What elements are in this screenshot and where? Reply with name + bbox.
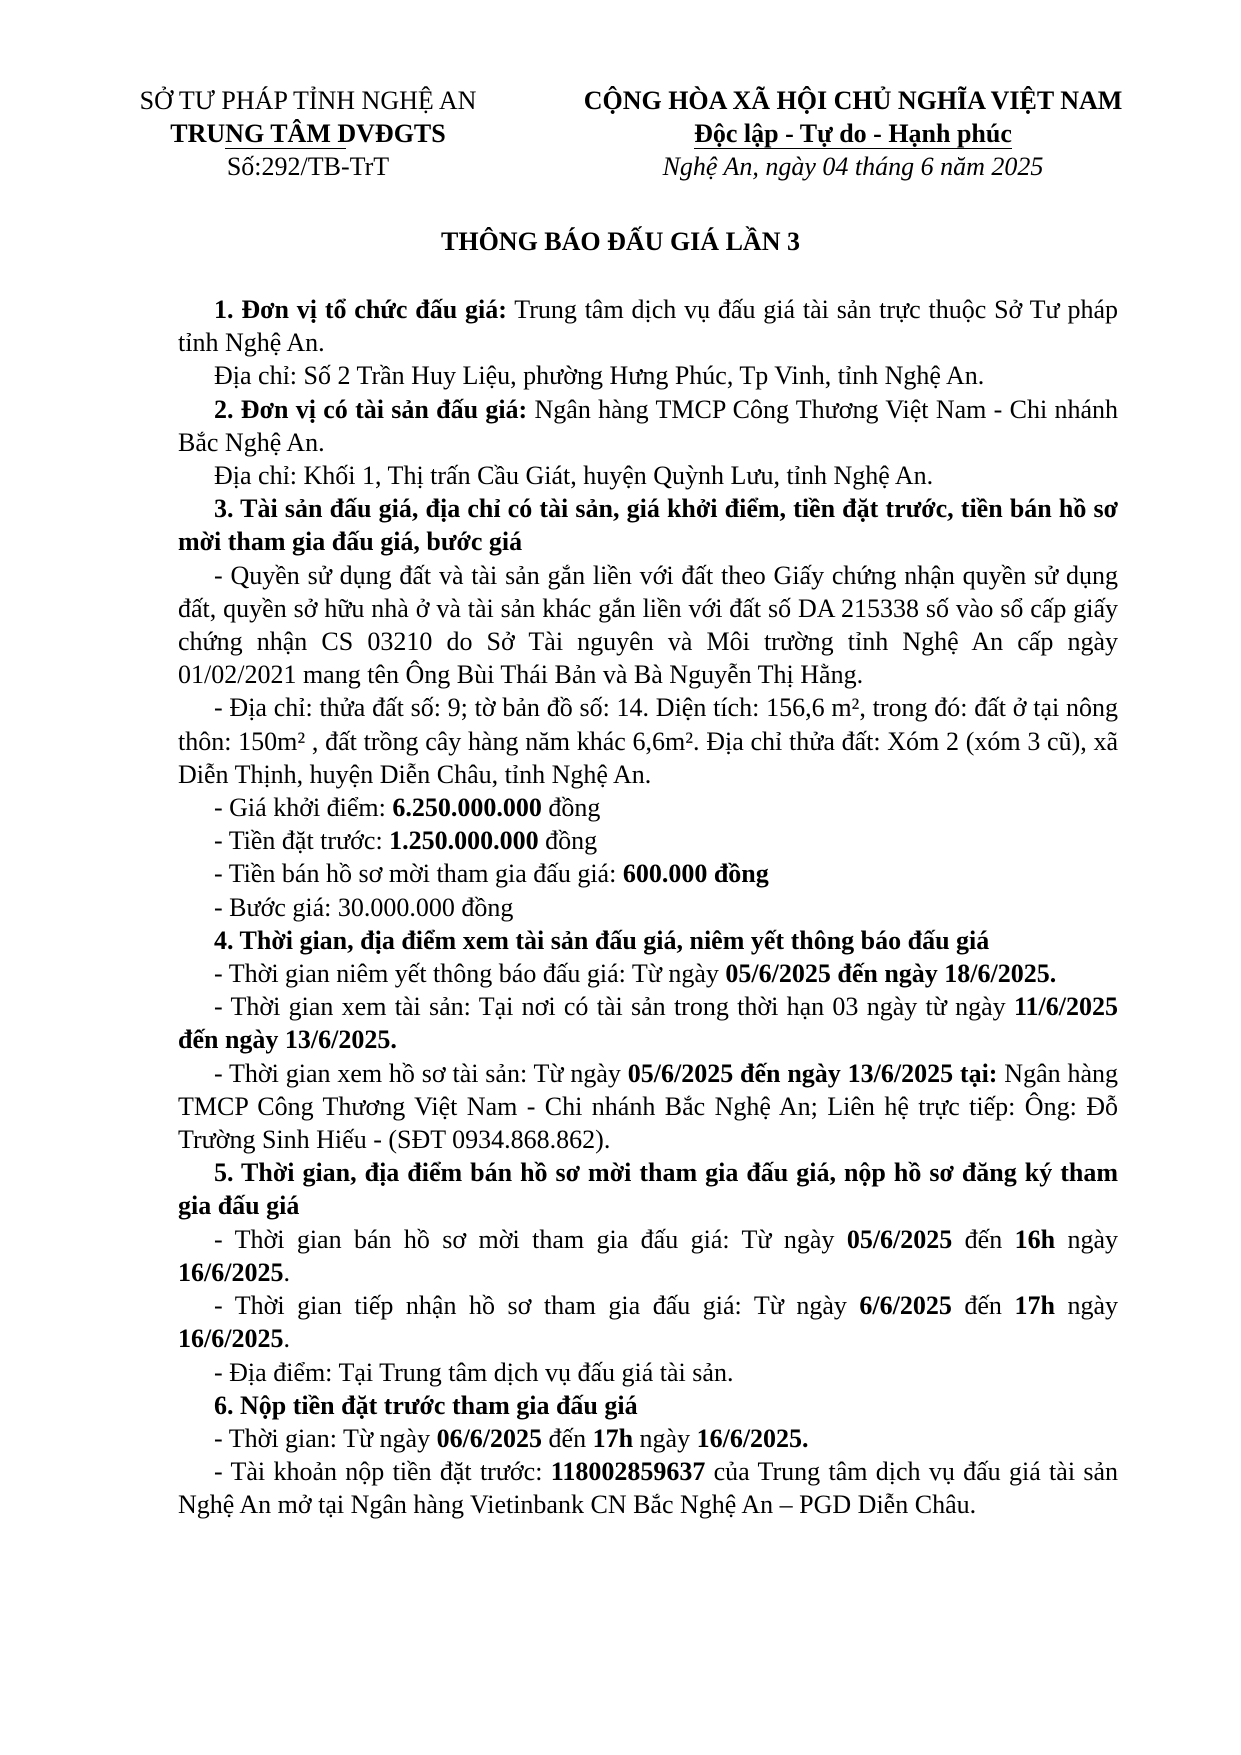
deposit xyxy=(178,824,1118,857)
sale-mid: đến xyxy=(952,1224,1015,1254)
deposit-account-rest: của Trung tâm dịch vụ đấu giá tài sản Nghệ An mở tại Ngân hàng Vietinbank CN Bắc Nghệ An – PGD Diễn Châu. xyxy=(178,1457,1118,1520)
header-left xyxy=(98,84,518,183)
deposit-account xyxy=(178,1455,1118,1521)
receive-end: . xyxy=(283,1324,290,1354)
document-number: Số:292/TB-TrT xyxy=(226,152,390,181)
dossier-fee-label: - Tiền bán hồ sơ mời tham gia đấu giá: xyxy=(214,859,623,889)
section-3-heading-text: 3. Tài sản đấu giá, địa chỉ có tài sản, giá khởi điểm, tiền đặt trước, tiền bán hồ sơ mời tham gia đấu giá, bước giá xyxy=(178,494,1118,557)
place-date: Nghệ An, ngày 04 tháng 6 năm 2025 xyxy=(662,152,1044,181)
receive-hour: 17h xyxy=(1014,1291,1055,1321)
sale-end: . xyxy=(283,1257,290,1287)
receive-from: 6/6/2025 xyxy=(859,1291,952,1321)
sale-day-word: ngày xyxy=(1055,1224,1118,1254)
deposit-value: 1.250.000.000 xyxy=(389,826,539,856)
sale-to: 16/6/2025 xyxy=(178,1257,284,1287)
sale-from: 05/6/2025 xyxy=(846,1224,953,1254)
org-parent: SỞ TƯ PHÁP TỈNH NGHỆ AN xyxy=(139,86,477,115)
page-title: THÔNG BÁO ĐẤU GIÁ LẦN 3 xyxy=(441,227,800,256)
start-price xyxy=(178,791,1118,824)
section-1-address: Địa chỉ: Số 2 Trần Huy Liệu, phường Hưng Phúc, Tp Vinh, tỉnh Nghệ An. xyxy=(214,361,985,391)
receive-to: 16/6/2025 xyxy=(178,1324,284,1354)
deposit-time-mid: đến xyxy=(542,1423,593,1453)
deposit-account-label: - Tài khoản nộp tiền đặt trước: xyxy=(214,1457,551,1487)
posting-label: - Thời gian niêm yết thông báo đấu giá: Từ ngày xyxy=(214,959,726,989)
dossier-fee-value: 600.000 đồng xyxy=(622,859,769,889)
start-price-value: 6.250.000.000 xyxy=(392,793,542,823)
motto: Độc lập - Tự do - Hạnh phúc xyxy=(694,119,1012,148)
section-2-text: Ngân hàng TMCP Công Thương Việt Nam - Chi nhánh Bắc Nghệ An. xyxy=(178,394,1118,457)
receive-day-word: ngày xyxy=(1054,1291,1119,1321)
section-2-heading: 2. Đơn vị có tài sản đấu giá: xyxy=(214,394,528,424)
header-right xyxy=(548,84,1158,183)
start-price-unit: đồng xyxy=(541,793,601,823)
sale-time xyxy=(178,1223,1118,1289)
bid-step: - Bước giá: 30.000.000 đồng xyxy=(214,892,514,922)
posting-value: 05/6/2025 đến ngày 18/6/2025. xyxy=(725,959,1057,989)
section-5-heading xyxy=(178,1156,1118,1222)
deposit-time-from: 06/6/2025 xyxy=(436,1423,543,1453)
deposit-time xyxy=(178,1422,1118,1455)
deposit-unit: đồng xyxy=(538,826,598,856)
receive-time xyxy=(178,1289,1118,1355)
deposit-time-hour: 17h xyxy=(592,1423,634,1453)
dossier-viewing-rest: Ngân hàng TMCP Công Thương Việt Nam - Chi nhánh Bắc Nghệ An; Liên hệ trực tiếp: Ông: Đỗ Trường Sinh Hiếu - (SĐT 0934.868.862). xyxy=(178,1058,1119,1155)
dossier-viewing xyxy=(178,1057,1118,1157)
posting-time xyxy=(178,957,1118,990)
venue: - Địa điểm: Tại Trung tâm dịch vụ đấu giá tài sản. xyxy=(214,1357,734,1387)
section-1-text: Trung tâm dịch vụ đấu giá tài sản trực thuộc Sở Tư pháp tỉnh Nghệ An. xyxy=(178,295,1118,358)
viewing-value: 11/6/2025 đến ngày 13/6/2025. xyxy=(178,992,1118,1055)
section-6-heading xyxy=(178,1389,1118,1422)
sale-label: - Thời gian bán hồ sơ mời tham gia đấu giá: Từ ngày xyxy=(214,1224,847,1254)
deposit-label: - Tiền đặt trước: xyxy=(214,826,390,856)
sale-hour: 16h xyxy=(1014,1224,1056,1254)
section-2-address: Địa chỉ: Khối 1, Thị trấn Cầu Giát, huyện Quỳnh Lưu, tỉnh Nghệ An. xyxy=(214,461,934,491)
deposit-time-to: 16/6/2025. xyxy=(696,1423,809,1453)
deposit-account-number: 118002859637 xyxy=(550,1457,706,1487)
dossier-viewing-value: 05/6/2025 đến ngày 13/6/2025 tại: xyxy=(627,1058,998,1088)
receive-label: - Thời gian tiếp nhận hồ sơ tham gia đấu giá: Từ ngày xyxy=(214,1291,860,1321)
section-4-heading-text: 4. Thời gian, địa điểm xem tài sản đấu giá, niêm yết thông báo đấu giá xyxy=(214,925,990,955)
viewing-label: - Thời gian xem tài sản: Tại nơi có tài sản trong thời hạn 03 ngày từ ngày xyxy=(214,992,1014,1022)
section-6-heading-text: 6. Nộp tiền đặt trước tham gia đấu giá xyxy=(214,1390,638,1420)
receive-mid: đến xyxy=(951,1291,1015,1321)
viewing-time xyxy=(178,990,1118,1056)
section-4-heading xyxy=(178,924,1118,957)
start-price-label: - Giá khởi điểm: xyxy=(214,793,393,823)
country-name: CỘNG HÒA XÃ HỘI CHỦ NGHĨA VIỆT NAM xyxy=(583,86,1123,115)
document-body xyxy=(178,293,1118,1522)
section-2 xyxy=(178,393,1118,459)
section-1-heading: 1. Đơn vị tổ chức đấu giá: xyxy=(214,295,507,324)
deposit-time-label: - Thời gian: Từ ngày xyxy=(214,1423,437,1453)
section-3-asset: - Quyền sử dụng đất và tài sản gắn liền với đất theo Giấy chứng nhận quyền sử dụng đất, quyền sở hữu nhà ở và tài sản khác gắn liền với đất số DA 215338 số vào sổ cấp giấy chứng nhận CS 03210 do Sở Tài nguyên và Môi trường tỉnh Nghệ An cấp ngày 01/02/2021 mang tên Ông Bùi Thái Bản và Bà Nguyễn Thị Hằng. xyxy=(178,560,1118,690)
section-5-heading-text: 5. Thời gian, địa điểm bán hồ sơ mời tham gia đấu giá, nộp hồ sơ đăng ký tham gia đấu giá xyxy=(178,1158,1118,1221)
section-3-heading xyxy=(178,492,1118,558)
section-3-location: - Địa chỉ: thửa đất số: 9; tờ bản đồ số: 14. Diện tích: 156,6 m², trong đó: đất ở tại nông thôn: 150m² , đất trồng cây hàng năm khác 6,6m². Địa chỉ thửa đất: Xóm 2 (xóm 3 cũ), xã Diễn Thịnh, huyện Diễn Châu, tỉnh Nghệ An. xyxy=(178,693,1118,789)
dossier-fee xyxy=(178,857,1118,890)
section-1 xyxy=(178,293,1118,359)
dossier-viewing-label: - Thời gian xem hồ sơ tài sản: Từ ngày xyxy=(214,1058,628,1088)
deposit-time-day-word: ngày xyxy=(633,1423,697,1453)
org-name: TRUNG TÂM DVĐGTS xyxy=(170,119,446,148)
